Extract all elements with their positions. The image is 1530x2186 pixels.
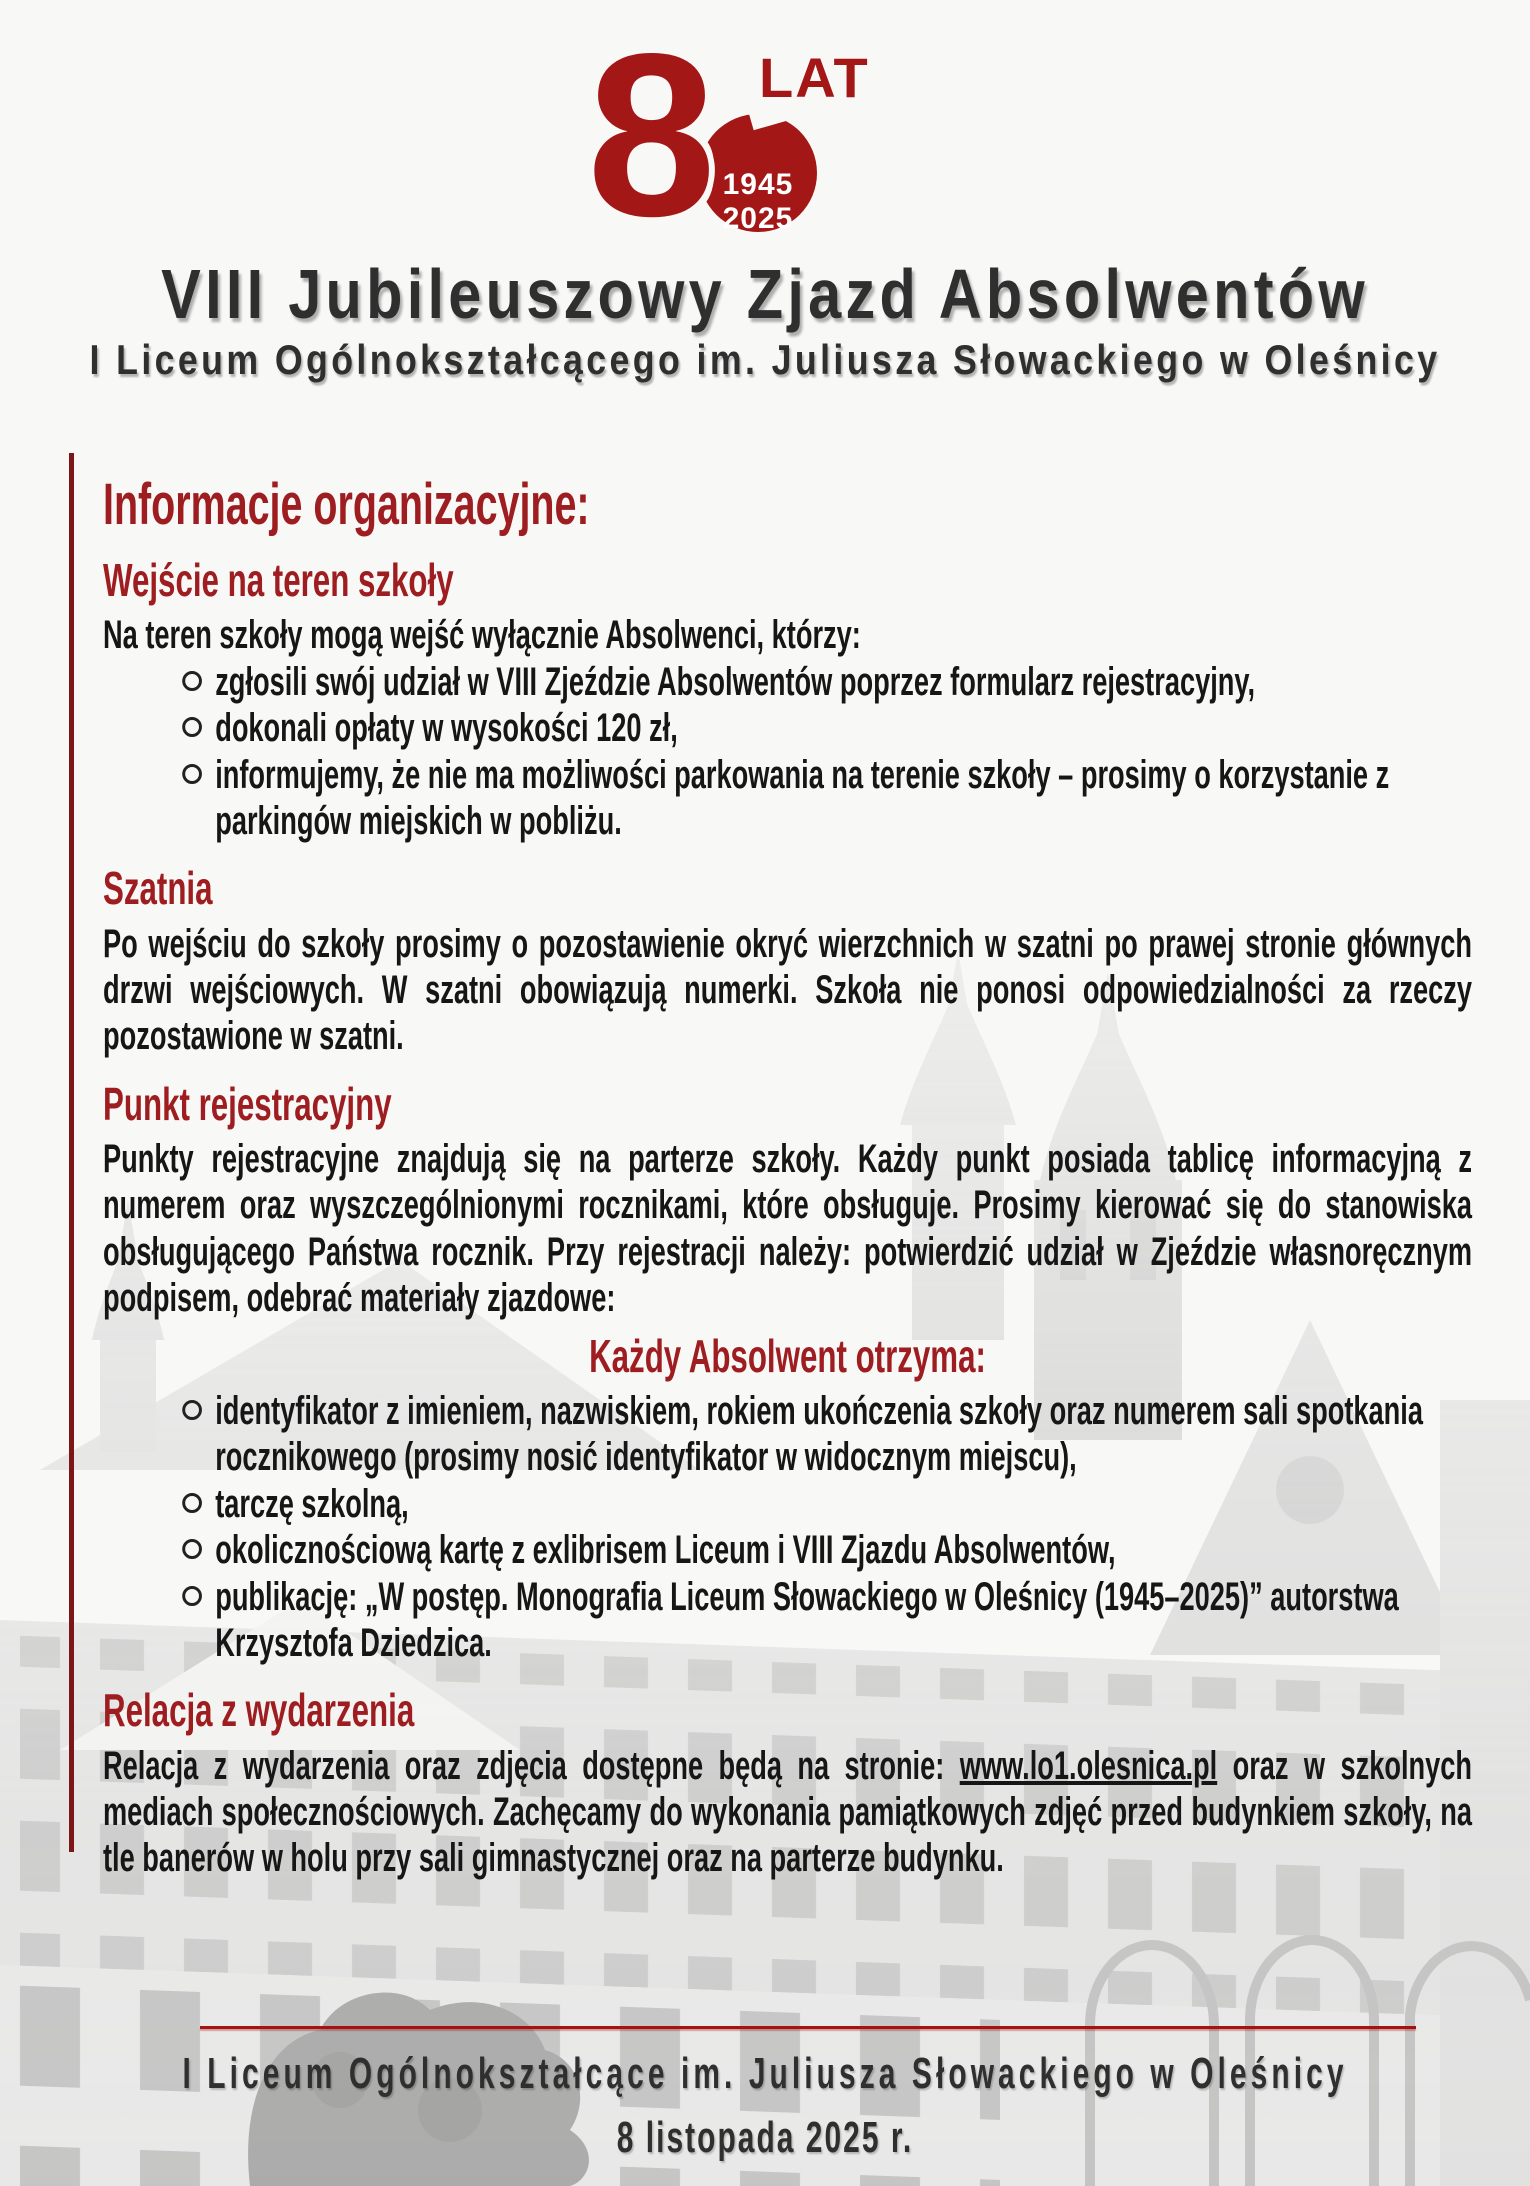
main-heading: Informacje organizacyjne: <box>103 472 590 538</box>
logo-years <box>699 168 817 235</box>
page-subtitle: I Liceum Ogólnokształcącego im. Juliusza Słowackiego w Oleśnicy <box>89 336 1441 383</box>
list-item: dokonali opłaty w wysokości 120 zł, <box>215 705 1472 751</box>
receives-bullet-list <box>103 1388 1472 1666</box>
logo-lat-text: LAT <box>759 46 870 109</box>
section-heading-registration: Punkt rejestracyjny <box>103 1077 392 1130</box>
entry-intro: Na teren szkoły mogą wejść wyłącznie Absolwenci, którzy: <box>103 613 861 658</box>
section-heading-coverage: Relacja z wydarzenia <box>103 1684 415 1737</box>
section-heading-receives: Każdy Absolwent otrzyma: <box>589 1329 986 1382</box>
list-item: okolicznościową kartę z exlibrisem Liceum i VIII Zjazdu Absolwentów, <box>215 1527 1472 1573</box>
list-item: identyfikator z imieniem, nazwiskiem, rokiem ukończenia szkoły oraz numerem sali spotkania rocznikowego (prosimy nosić identyfikator w widocznym miejscu), <box>215 1388 1472 1481</box>
coverage-text-after-link: oraz w szkolnych mediach społecznościowych. Zachęcamy do wykonania pamiątkowych zdjęć przed budynkiem szkoły, na tle banerów w holu przy sali gimnastycznej oraz na parterze budynku. <box>103 1743 1473 1881</box>
page-title: VIII Jubileuszowy Zjazd Absolwentów <box>161 255 1369 333</box>
publication-prefix: publikację: <box>215 1574 365 1619</box>
entry-bullet-list <box>103 659 1472 845</box>
coverage-text-before-link: Relacja z wydarzenia oraz zdjęcia dostępne będą na stronie: <box>103 1743 960 1788</box>
footer <box>0 2050 1530 2163</box>
header <box>0 255 1530 383</box>
content-column <box>103 472 1473 1882</box>
anniversary-logo <box>587 6 911 265</box>
left-accent-bar <box>69 453 74 1852</box>
logo-year-top: 1945 <box>722 168 794 201</box>
publication-suffix: autorstwa Krzysztofa Dziedzica. <box>215 1574 1399 1665</box>
coverage-text <box>103 1743 1472 1882</box>
publication-title: „W postęp. Monografia Liceum Słowackiego w Oleśnicy (1945–2025)” <box>364 1574 1263 1619</box>
registration-text: Punkty rejestracyjne znajdują się na parterze szkoły. Każdy punkt posiada tablicę informacyjną z numerem oraz wyszczególnionymi rocznikami, które obsługuje. Prosimy kierować się do stanowiska obsługującego Państwa rocznik. Przy rejestracji należy: potwierdzić udział w Zjeździe własnoręcznym podpisem, odebrać materiały zjazdowe: <box>103 1137 1473 1321</box>
footer-event-date: 8 listopada 2025 r. <box>616 2113 914 2163</box>
school-website-link[interactable]: www.lo1.olesnica.pl <box>959 1743 1218 1788</box>
list-item-publication <box>215 1574 1472 1667</box>
logo-eight-digit: 8 <box>587 6 717 265</box>
section-heading-cloakroom: Szatnia <box>103 862 213 915</box>
logo-year-bottom: 2025 <box>722 201 794 235</box>
list-item: informujemy, że nie ma możliwości parkowania na terenie szkoły – prosimy o korzystanie z parkingów miejskich w pobliżu. <box>215 752 1472 845</box>
list-item: tarczę szkolną, <box>215 1481 1472 1527</box>
list-item: zgłosili swój udział w VIII Zjeździe Absolwentów poprzez formularz rejestracyjny, <box>215 659 1472 705</box>
footer-school-name: I Liceum Ogólnokształcące im. Juliusza Słowackiego w Oleśnicy <box>182 2049 1348 2098</box>
footer-divider-line <box>200 2026 1416 2029</box>
section-heading-entry: Wejście na teren szkoły <box>103 554 454 607</box>
cloakroom-text: Po wejściu do szkoły prosimy o pozostawienie okryć wierzchnich w szatni po prawej stronie głównych drzwi wejściowych. W szatni obowiązują numerki. Szkoła nie ponosi odpowiedzialności za rzeczy pozostawione w szatni. <box>103 921 1473 1059</box>
